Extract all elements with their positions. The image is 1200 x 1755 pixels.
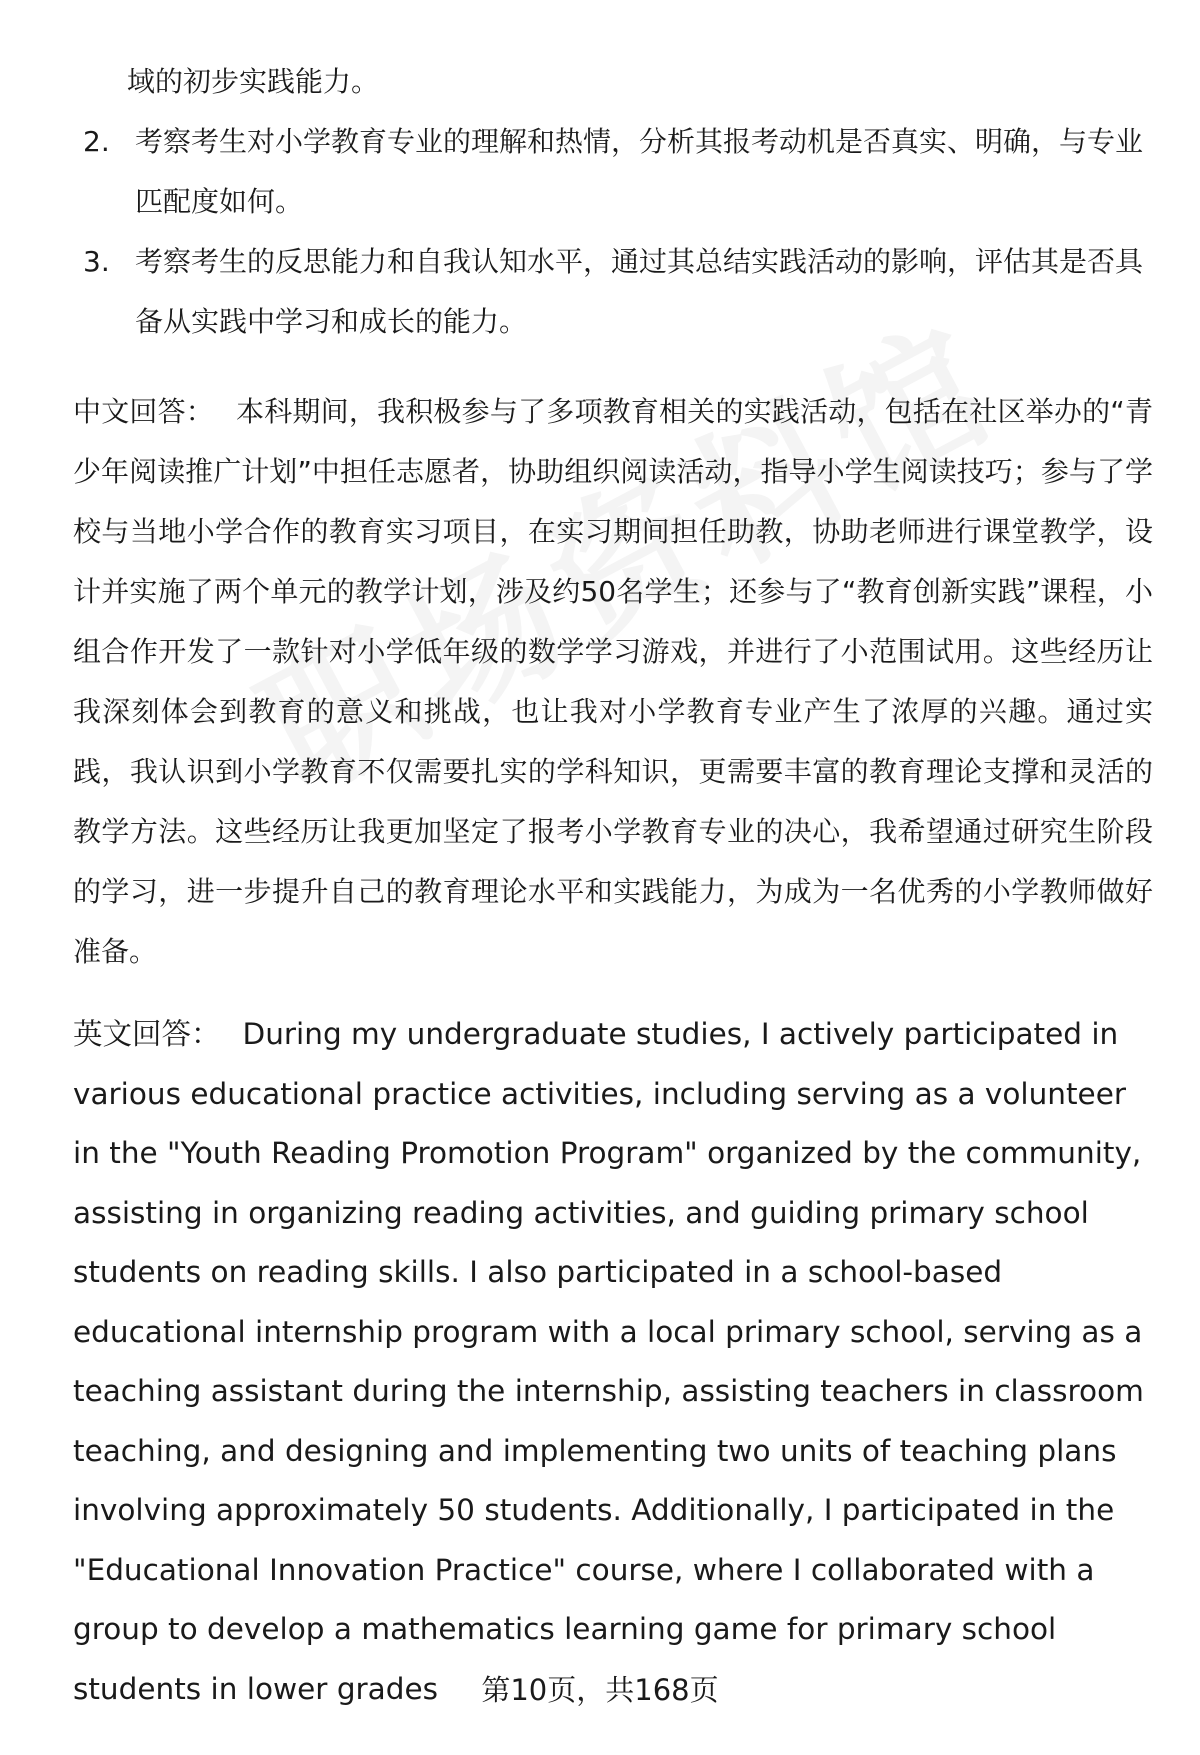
list-item-text: 考察考生的反思能力和自我认知水平，通过其总结实践活动的影响，评估其是否具备从实践中学习和成长的能力。 (135, 245, 1144, 338)
list-item (75, 112, 1155, 232)
english-answer-label: 英文回答： (73, 1017, 221, 1051)
english-answer-paragraph (73, 1005, 1153, 1719)
continuation-text: 域的初步实践能力。 (127, 65, 380, 98)
chinese-answer-paragraph (73, 382, 1153, 982)
list-item-text: 考察考生对小学教育专业的理解和热情，分析其报考动机是否真实、明确，与专业匹配度如何。 (135, 125, 1144, 218)
chinese-answer-text: 本科期间，我积极参与了多项教育相关的实践活动，包括在社区举办的“青少年阅读推广计划”中担任志愿者，协助组织阅读活动，指导小学生阅读技巧；参与了学校与当地小学合作的教育实习项目，在实习期间担任助教，协助老师进行课堂教学，设计并实施了两个单元的教学计划，涉及约50名学生；还参与了“教育创新实践”课程，小组合作开发了一款针对小学低年级的数学学习游戏，并进行了小范围试用。这些经历让我深刻体会到教育的意义和挑战，也让我对小学教育专业产生了浓厚的兴趣。通过实践，我认识到小学教育不仅需要扎实的学科知识，更需要丰富的教育理论支撑和灵活的教学方法。这些经历让我更加坚定了报考小学教育专业的决心，我希望通过研究生阶段的学习，进一步提升自己的教育理论水平和实践能力，为成为一名优秀的小学教师做好准备。 (73, 395, 1153, 968)
goals-list (75, 112, 1155, 352)
list-item-number: 2. (83, 125, 110, 158)
list-item-number: 3. (83, 245, 110, 278)
chinese-answer-label: 中文回答： (73, 395, 215, 428)
english-answer-text: During my undergraduate studies, I actively participated in various educational practice activities, including serving as a volunteer in the "Youth Reading Promotion Program" organized by the community, assisting in organizing reading activities, and guiding primary school students on reading skills. I also participated in a school-based educational internship program with a local primary school, serving as a teaching assistant during the internship, assisting teachers in classroom teaching, and designing and implementing two units of teaching plans involving approximately 50 students. Additionally, I participated in the "Educational Innovation Practice" course, where I collaborated with a group to develop a mathematics learning game for primary school students in lower grades (73, 1017, 1144, 1706)
page-indicator: 第10页，共168页 (481, 1673, 719, 1707)
list-item (75, 232, 1155, 352)
